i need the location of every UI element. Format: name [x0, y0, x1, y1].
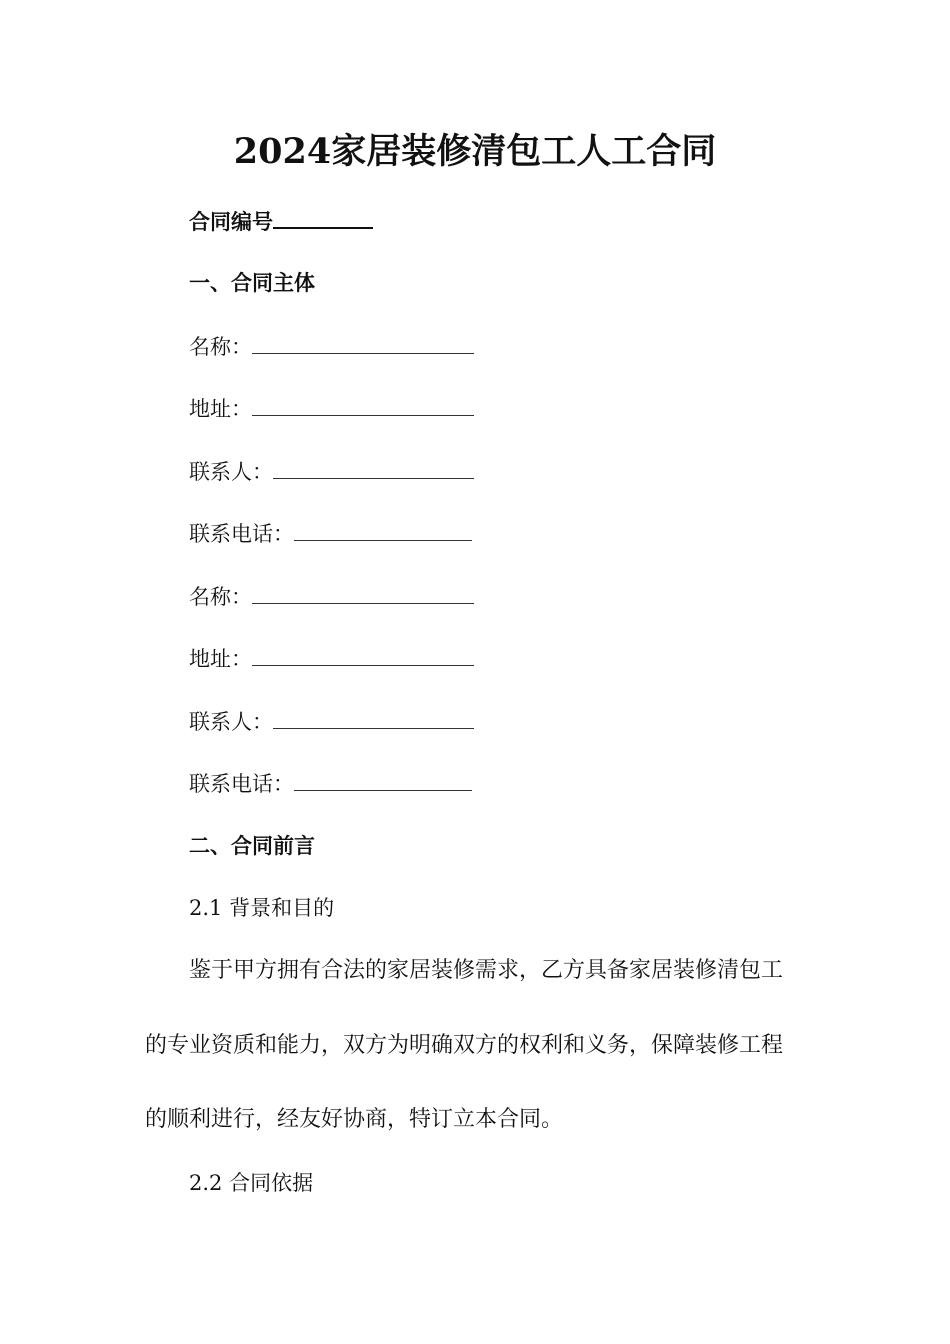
party-b-phone-line: [189, 768, 472, 799]
subsection-2-2-title: 2.2 合同依据: [189, 1171, 314, 1195]
party-a-contact-line: [189, 456, 474, 487]
contract-number-line: [189, 205, 373, 237]
section1-heading: 一、合同主体: [189, 270, 315, 295]
paragraph-line: 的顺利进行，经友好协商，特订立本合同。: [145, 1107, 564, 1132]
party-b-phone-blank: [294, 768, 472, 791]
subsection-2-1-title: 2.1 背景和目的: [189, 896, 335, 920]
party-a-phone-line: [189, 518, 472, 549]
party-b-name-blank: [252, 581, 474, 604]
party-b-contact-label: 联系人：: [189, 710, 273, 734]
party-b-name-label: 名称：: [189, 585, 252, 609]
party-a-address-blank: [252, 393, 474, 416]
party-a-name-line: [189, 331, 474, 362]
party-b-address-blank: [252, 643, 474, 666]
party-a-contact-label: 联系人：: [189, 460, 273, 484]
party-b-phone-label: 联系电话：: [189, 772, 294, 796]
party-b-contact-line: [189, 706, 474, 737]
party-b-address-label: 地址：: [189, 647, 252, 671]
document-title: 2024家居装修清包工人工合同: [233, 131, 717, 172]
party-b-name-line: [189, 581, 474, 612]
section2-heading: 二、合同前言: [189, 833, 315, 858]
party-a-address-line: [189, 393, 474, 424]
party-a-address-label: 地址：: [189, 397, 252, 421]
party-a-phone-blank: [294, 518, 472, 541]
paragraph-line: 的专业资质和能力，双方为明确双方的权利和义务，保障装修工程: [145, 1033, 784, 1058]
contract-number-label: 合同编号: [189, 209, 273, 234]
party-b-contact-blank: [273, 706, 474, 729]
contract-number-blank: [273, 205, 373, 229]
party-a-name-label: 名称：: [189, 335, 252, 359]
party-a-name-blank: [252, 331, 474, 354]
paragraph-line: 鉴于甲方拥有合法的家居装修需求，乙方具备家居装修清包工: [189, 958, 784, 983]
party-a-contact-blank: [273, 456, 474, 479]
party-b-address-line: [189, 643, 474, 674]
party-a-phone-label: 联系电话：: [189, 522, 294, 546]
